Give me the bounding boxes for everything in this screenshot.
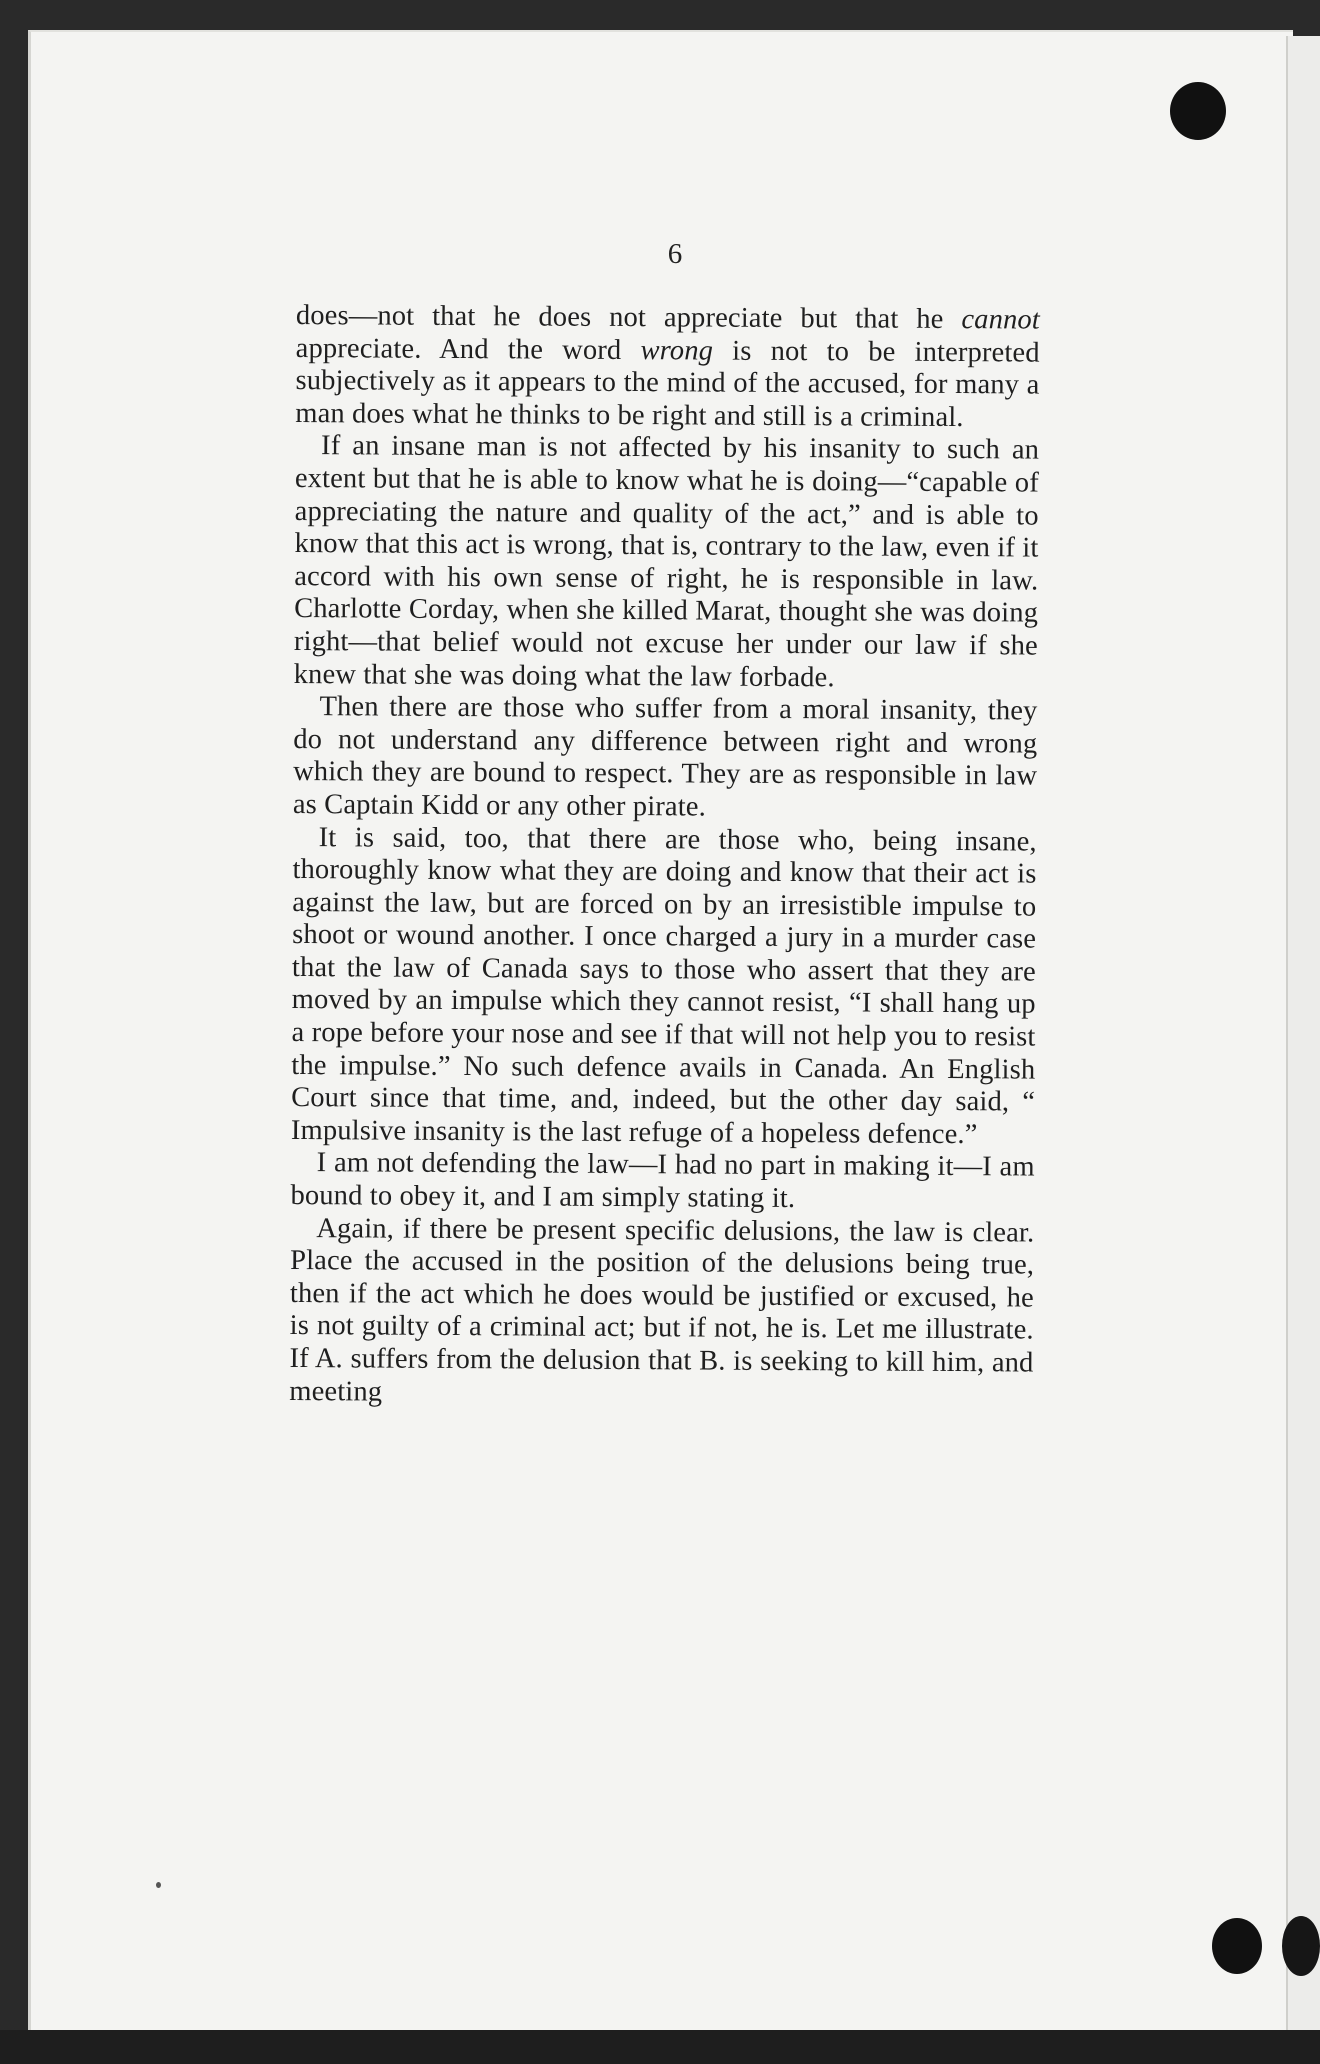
scan-bottom-band — [0, 2030, 1320, 2064]
italic-text: cannot — [961, 304, 1040, 336]
text-run: I am not defending the law—I had no part in making it—I am bound to obey it, and I am simply stating it. — [290, 1147, 1035, 1215]
body-text — [289, 300, 1040, 1413]
paragraph — [291, 821, 1037, 1151]
punch-hole-icon — [1212, 1918, 1262, 1974]
page-edge — [1286, 36, 1320, 2064]
text-run: It is said, too, that there are those who, being insane, thoroughly know what they are doing and know that their act is against the law, but are forced on by an irresistible impulse to shoot or wound another. I once charged a jury in a murder case that the law of Canada says to those who assert that they are moved by an impulse which they cannot resist, “I shall hang up a rope before your nose and see if that will not help you to resist the impulse.” No such defence avails in Canada. An English Court since that time, and, indeed, but the other day said, “ Impulsive insanity is the last refuge of a hopeless defence.” — [290, 821, 1037, 1151]
text-run: If an insane man is not affected by his insanity to such an extent but that he is able to know what he is doing—“capable of appreciating the nature and quality of the act,” and is able to know that this act is wrong, that is, contrary to the law, even if it accord with his own sense of right, he is responsible in law. Charlotte Corday, when she killed Marat, thought she was doing right—that belief would not excuse her under our law if she knew that she was doing what the law forbade. — [293, 430, 1040, 693]
paragraph — [293, 691, 1038, 826]
ink-speck — [156, 1882, 161, 1888]
paragraph — [289, 1213, 1034, 1413]
text-run: appreciate. And the word — [295, 332, 641, 366]
paragraph — [295, 300, 1040, 435]
text-run: is not to be interpreted subjectively as it appears to the mind of the accused, for many a man does what he thinks to be right and still is a criminal. — [295, 335, 1040, 433]
punch-hole-icon — [1170, 82, 1226, 140]
italic-text: wrong — [640, 334, 714, 367]
text-run: does—not that he does not appreciate but that he — [295, 300, 962, 336]
page-number: 6 — [667, 238, 683, 270]
text-run: Then there are those who suffer from a moral insanity, they do not understand any difference between right and wrong which they are bound to respect. They are as responsible in law as Captain Kidd or any other pirate. — [292, 691, 1038, 823]
text-run: Again, if there be present specific delusions, the law is clear. Place the accused in the position of the delusions being true, then if the act which he does would be justified or excused, he is not guilty of a criminal act; but if not, he is. Let me illustrate. If A. suffers from the delusion that B. is seeking to kill him, and meeting — [289, 1212, 1035, 1408]
punch-hole-icon — [1282, 1916, 1320, 1976]
paragraph — [294, 430, 1040, 695]
paragraph — [290, 1147, 1034, 1217]
